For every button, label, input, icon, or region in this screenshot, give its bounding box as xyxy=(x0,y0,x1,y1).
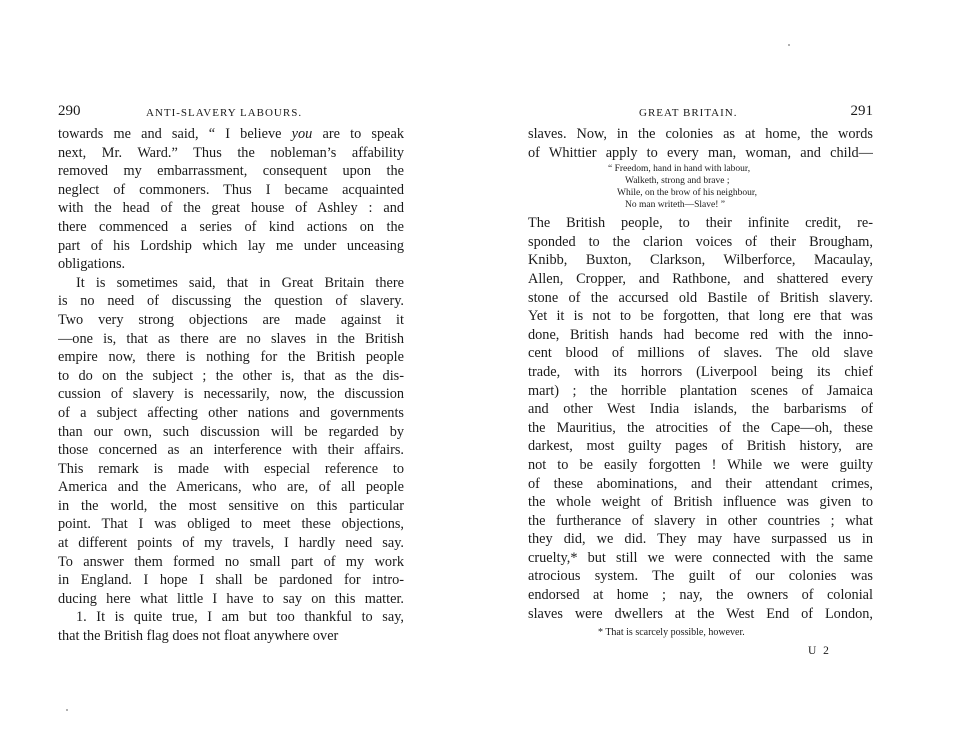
text-line: towards me and said, “ I believe you are to speak xyxy=(58,126,404,142)
text-line: sponded to the clarion voices of their Brougham, xyxy=(528,233,873,250)
text-line: The British people, to their infinite credit, re- xyxy=(528,215,873,232)
text-line: It is sometimes said, that in Great Britain there xyxy=(76,274,404,291)
text-line: of Whittier apply to every man, woman, and child— xyxy=(528,144,873,161)
text-line: Allen, Cropper, and Rathbone, and shattered every xyxy=(528,270,873,287)
text-line: with the head of the great house of Ashley : and xyxy=(58,200,404,217)
text-line: Yet it is not to be forgotten, that long ere that was xyxy=(528,308,873,325)
text-before-poem xyxy=(528,125,873,162)
scan-speck xyxy=(66,709,68,711)
text-line: that the British flag does not float anywhere over xyxy=(58,628,339,645)
text-line: ducing here what little I have to say on this matter. xyxy=(58,590,404,607)
text-line: there commenced a series of kind actions on the xyxy=(58,218,404,235)
text-line: removed my embarrassment, consequent upon the xyxy=(58,163,404,180)
text-line: not to be easily forgotten ! While we were guilty xyxy=(528,456,873,473)
text-after-poem xyxy=(528,214,873,623)
footnote: * That is scarcely possible, however. xyxy=(598,627,745,639)
text-line: the whole weight of British influence was given to xyxy=(528,494,873,511)
text-line: neglect of commoners. Thus I became acquainted xyxy=(58,181,404,198)
text-line: cussion of slavery is necessarily, now, the discussion xyxy=(58,386,404,403)
text-line: in the world, the most sensitive on this particular xyxy=(58,497,404,514)
left-body-text xyxy=(58,125,404,646)
text-line: those concerned as an interference with their affairs. xyxy=(58,442,404,459)
poem-line: No man writeth—Slave! ” xyxy=(625,200,725,211)
text-line: slaves. Now, in the colonies as at home, the words xyxy=(528,126,873,142)
poem-line: Walketh, strong and brave ; xyxy=(625,176,730,187)
text-line: and other West India islands, the barbarisms of xyxy=(528,401,873,418)
text-line: America and the Americans, who are, of all people xyxy=(58,479,404,496)
text-line: cent blood of millions of slaves. The old slave xyxy=(528,345,873,362)
text-line: empire now, there is nothing for the British people xyxy=(58,349,404,366)
poem-line: While, on the brow of his neighbour, xyxy=(617,188,757,199)
right-running-head xyxy=(528,103,873,126)
right-page-number: 291 xyxy=(850,103,873,119)
text-line: point. That I was obliged to meet these objections, xyxy=(58,516,404,533)
right-running-title: GREAT BRITAIN. xyxy=(639,107,738,119)
scan-speck xyxy=(788,44,790,46)
text-line: in England. I hope I shall be pardoned for intro- xyxy=(58,572,404,589)
text-line: next, Mr. Ward.” Thus the nobleman’s affability xyxy=(58,144,404,161)
text-line: the furtherance of slavery in other countries ; what xyxy=(528,512,873,529)
text-line: mart) ; the horrible plantation scenes of Jamaica xyxy=(528,382,873,399)
text-line: slaves were dwellers at the West End of London, xyxy=(528,605,873,622)
left-running-head xyxy=(58,103,404,126)
text-line: is no need of discussing the question of slavery. xyxy=(58,293,404,310)
text-line: 1. It is quite true, I am but too thankful to say, xyxy=(76,609,404,626)
text-line: To answer them formed no small part of my work xyxy=(58,553,404,570)
text-line: stone of the accursed old Bastile of British slavery. xyxy=(528,289,873,306)
text-line: they did, we did. They may have surpassed us in xyxy=(528,531,873,548)
left-running-title: ANTI-SLAVERY LABOURS. xyxy=(146,107,303,119)
text-line: atrocious system. The guilt of our colonies was xyxy=(528,568,873,585)
text-line: endorsed at home ; nay, the owners of colonial xyxy=(528,587,873,604)
text-line: of a subject affecting other nations and governments xyxy=(58,404,404,421)
text-line: of these abominations, and their attendant crimes, xyxy=(528,475,873,492)
text-line: cruelty,* but still we were connected with the same xyxy=(528,549,873,566)
signature-mark: U 2 xyxy=(808,645,831,658)
text-line: part of his Lordship which lay me under unceasing xyxy=(58,237,404,254)
text-line: Knibb, Buxton, Clarkson, Wilberforce, Macaulay, xyxy=(528,252,873,269)
text-line: than our own, such discussion will be regarded by xyxy=(58,423,404,440)
text-line: Two very strong objections are made against it xyxy=(58,311,404,328)
text-line: This remark is made with especial reference to xyxy=(58,460,404,477)
right-body-text xyxy=(528,125,873,659)
text-line: darkest, most guilty pages of British history, are xyxy=(528,438,873,455)
whittier-poem xyxy=(528,163,873,211)
text-line: at different points of my travels, I hardly need say. xyxy=(58,535,404,552)
text-line: obligations. xyxy=(58,256,126,273)
text-line: trade, with its horrors (Liverpool being its chief xyxy=(528,363,873,380)
text-line: done, British hands had become red with the inno- xyxy=(528,326,873,343)
left-page-number: 290 xyxy=(58,103,81,119)
text-line: the Mauritius, the atrocities of the Cape—oh, these xyxy=(528,419,873,436)
poem-line: “ Freedom, hand in hand with labour, xyxy=(608,164,751,175)
text-line: —one is, that as there are no slaves in the British xyxy=(58,330,404,347)
text-line: to do on the subject ; the other is, that as the dis- xyxy=(58,367,404,384)
